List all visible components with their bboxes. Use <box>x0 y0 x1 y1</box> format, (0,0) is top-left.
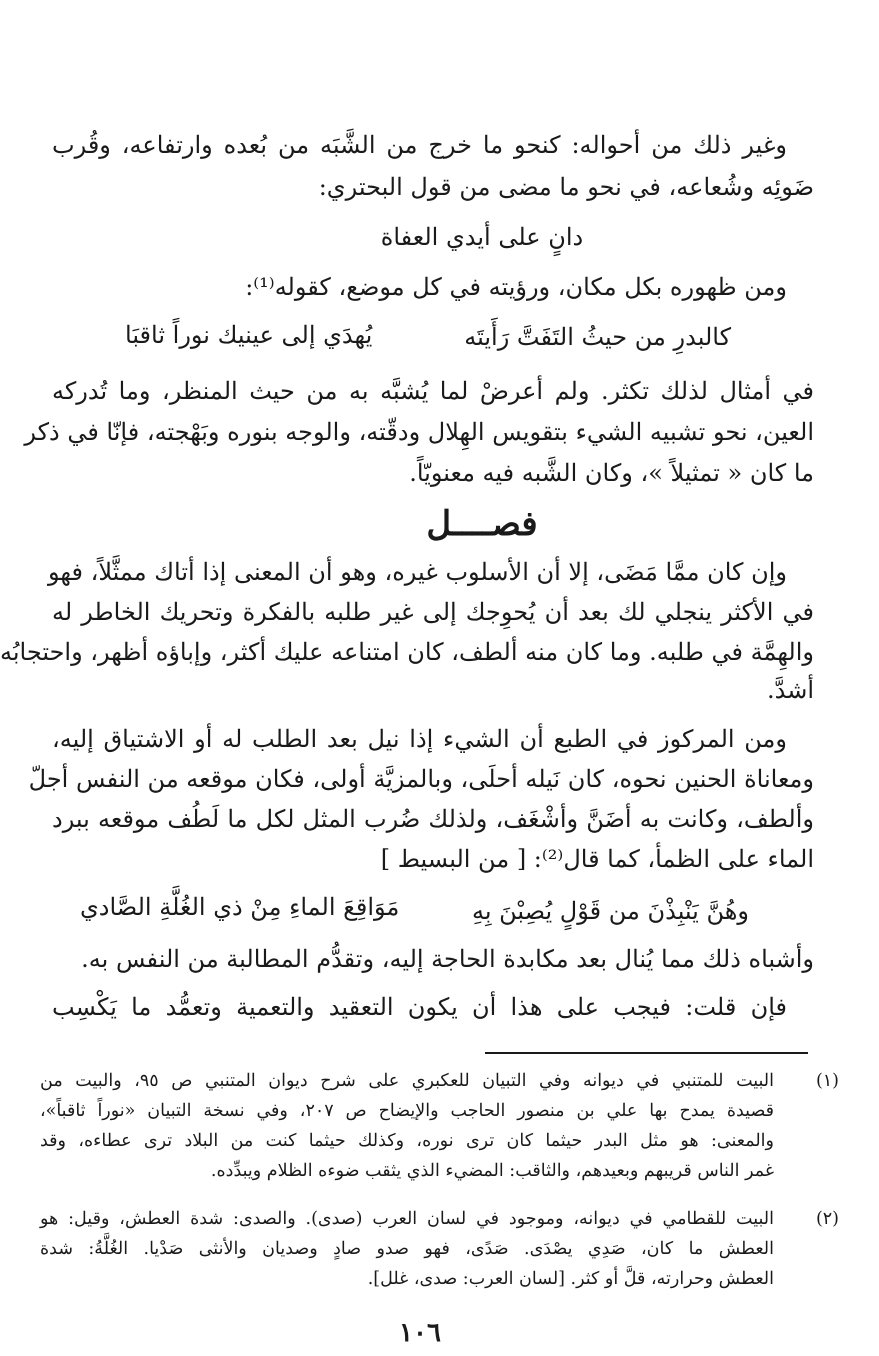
body-line: العين، نحو تشبيه الشيء بتقويس الهِلال ودقّته، والوجه بنوره وبَهْجته، فإنّا في ذكر <box>24 418 814 446</box>
body-line: ما كان « تمثيلاً »، وكان الشَّبه فيه معنويّاً. <box>409 459 814 487</box>
body-line: الماء على الظمأ، كما قال⁽²⁾: [ من البسيط ] <box>380 845 814 873</box>
body-line: في الأكثر ينجلي لك بعد أن يُحوِجك إلى غير طلبه بالفكرة وتحريك الخاطر له <box>52 598 814 626</box>
body-line: ومن ظهوره بكل مكان، ورؤيته في كل موضع، كقوله⁽¹⁾: <box>245 273 787 301</box>
body-line: وإن كان ممَّا مَضَى، إلا أن الأسلوب غيره، وهو أن المعنى إذا أتاك ممثَّلاً، فهو <box>48 558 787 586</box>
footnote-separator <box>485 1052 808 1054</box>
footnote-number: (١) <box>815 1071 839 1091</box>
verse-first-hemistich: وهُنَّ يَنْبِذْنَ من قَوْلٍ يُصِبْنَ بِهِ <box>471 897 749 925</box>
body-line: وألطف، وكانت به أضَنَّ وأشْغَف، ولذلك ضُرب المثل لكل ما لَطُف موقعه ببرد <box>52 805 814 833</box>
footnote-number: (٢) <box>815 1209 839 1229</box>
footnote-line: العطش وحرارته، قلَّ أو كثر. [لسان العرب: صدى، غلل]. <box>367 1269 774 1289</box>
verse-second-hemistich: يُهدَي إلى عينيك نوراً ثاقبَا <box>125 321 373 349</box>
body-line: فإن قلت: فيجب على هذا أن يكون التعقيد والتعمية وتعمُّد ما يَكْسِب <box>52 993 787 1021</box>
body-line: في أمثال لذلك تكثر. ولم أعرضْ لما يُشبَّه به من حيث المنظر، وما تُدركه <box>52 377 814 405</box>
footnote-line: البيت للمتنبي في ديوانه وفي التبيان للعكبري على شرح ديوان المتنبي ص ٩٥، والبيت من <box>40 1071 775 1091</box>
verse-second-hemistich: مَوَاقِعَ الماءِ مِنْ ذي الغُلَّةِ الصَّادي <box>80 893 400 921</box>
footnote-line: البيت للقطامي في ديوانه، وموجود في لسان العرب (صدى). والصدى: شدة العطش، وقيل: هو <box>40 1209 774 1229</box>
verse-line: دانٍ على أيدي العفاة <box>380 223 584 251</box>
body-line: وأشباه ذلك مما يُنال بعد مكابدة الحاجة إليه، وتقدُّم المطالبة من النفس به. <box>81 945 814 973</box>
footnote-line: غمر الناس قريبهم وبعيدهم، والثاقب: المضيء الذي يثقب ضوءه الظلام ويبدِّده. <box>210 1161 774 1181</box>
body-line: ومعاناة الحنين نحوه، كان نَيله أحلَى، وبالمزيَّة أولى، فكان موقعه من النفس أجلّ <box>28 765 814 793</box>
body-line: وغير ذلك من أحواله: كنحو ما خرج من الشَّبَه من بُعده وارتفاعه، وقُرب <box>52 131 787 159</box>
section-heading: فصــــل <box>426 504 538 544</box>
footnote-line: قصيدة يمدح بها علي بن منصور الحاجب والإيضاح ص ٢٠٧، وفي نسخة التبيان «نوراً ثاقباً»، <box>40 1101 774 1121</box>
body-line: والهِمَّة في طلبه. وما كان منه ألطف، كان امتناعه عليك أكثر، وإباؤه أظهر، واحتجابُه <box>0 638 814 666</box>
body-line: أشدَّ. <box>766 676 814 704</box>
body-line: ضَوئِه وشُعاعه، في نحو ما مضى من قول البحتري: <box>318 173 814 201</box>
verse-first-hemistich: كالبدرِ من حيثُ التَفَتَّ رَأَيتَه <box>464 323 731 351</box>
body-line: ومن المركوز في الطبع أن الشيء إذا نيل بعد الطلب له أو الاشتياق إليه، <box>52 725 787 753</box>
footnote-line: العطش ما كان، صَدِي يصْدَى. صَدًى، فهو صدو صادٍ وصديان والأنثى صَدْيا. الغُلَّةُ: شدة <box>40 1239 774 1259</box>
page-number: ١٠٦ <box>399 1318 441 1348</box>
footnote-line: والمعنى: هو مثل البدر حيثما كان ترى نوره، وكذلك حيثما كنت من البلاد ترى عطاءه، وقد <box>40 1131 774 1151</box>
